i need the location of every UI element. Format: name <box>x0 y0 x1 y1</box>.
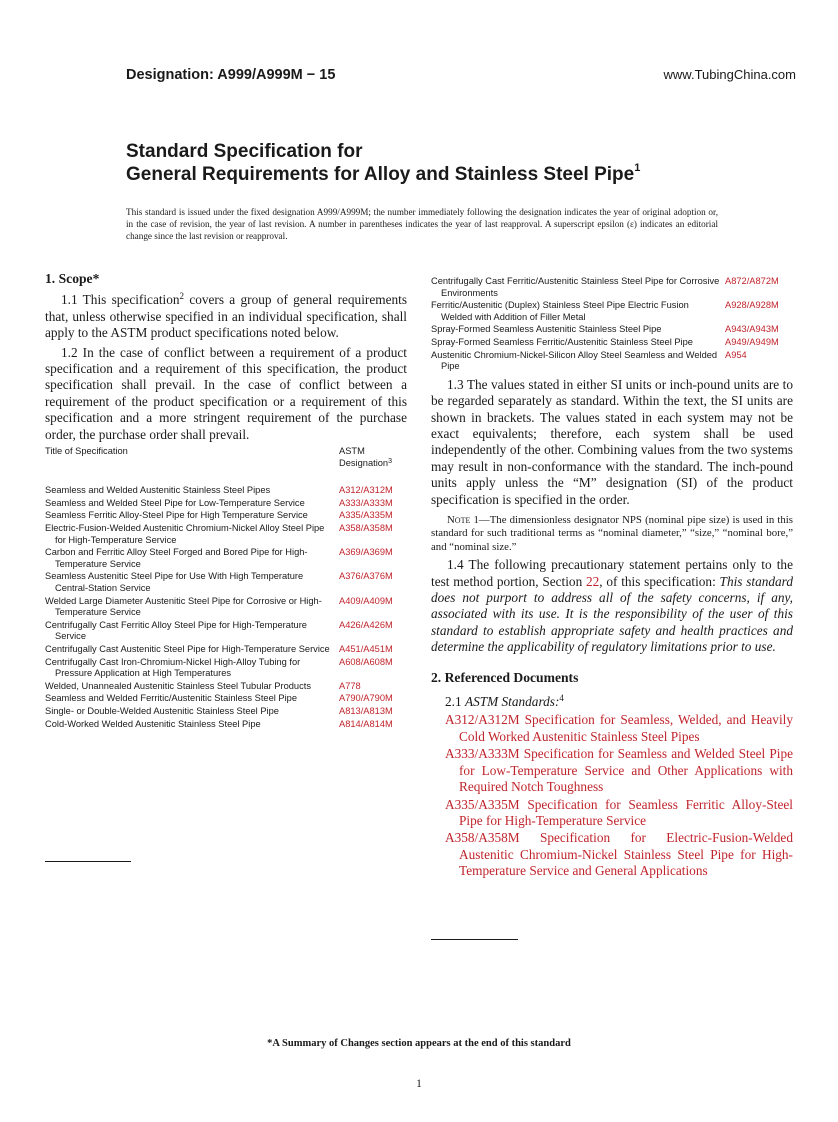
spec-title: Centrifugally Cast Ferritic Alloy Steel Pipe for High-Temperature Service <box>45 619 307 642</box>
spec-title: Centrifugally Cast Ferritic/Austenitic Stainless Steel Pipe for Corrosive Environments <box>431 276 720 298</box>
astm-standards-subheading: 2.1 ASTM Standards:$^4$ <box>445 693 564 710</box>
spec-table-row <box>45 681 407 693</box>
note-label: Note 1 <box>447 514 479 526</box>
spec-title: Welded, Unannealed Austenitic Stainless Steel Tubular Products <box>45 680 311 691</box>
reference-item[interactable] <box>431 797 793 830</box>
spec-designation-link[interactable]: A949/A949M <box>725 336 779 347</box>
scope-para-1-2: 1.2 In the case of conflict between a requirement of a product specification and a requirement of this specification, the product specification shall prevail. In the case of conflict between a requirement of the product specification or a requirement of this specification and a more stringent requirement of the purchase order, the purchase order shall prevail. <box>45 344 407 442</box>
reference-code-link[interactable]: A312/A312M <box>445 712 520 728</box>
spec-table-row <box>431 350 793 373</box>
section-22-link[interactable]: 22 <box>585 573 600 589</box>
spec-table-row <box>431 324 793 336</box>
spec-title: Electric-Fusion-Welded Austenitic Chromium-Nickel Alloy Steel Pipe for High-Temperature Service <box>45 523 325 545</box>
footnote-ref-3[interactable]: 3 <box>388 457 393 465</box>
reference-title-link[interactable]: Specification for Seamless, Welded, and Heavily Cold Worked Austenitic Stainless Steel Pipes <box>459 712 793 744</box>
spec-designation-link[interactable]: A376/A376M <box>339 571 393 582</box>
spec-title: Spray-Formed Seamless Austenitic Stainless Steel Pipe <box>431 324 662 335</box>
title-line-2: General Requirements for Alloy and Stainless Steel Pipe$^1$ <box>126 162 641 185</box>
right-column <box>431 276 793 881</box>
table-col-title: Title of Specification <box>45 446 128 457</box>
site-url[interactable]: www.TubingChina.com <box>663 67 796 82</box>
spec-designation-link[interactable]: A451/A451M <box>339 643 393 654</box>
spec-title: Austenitic Chromium-Nickel-Silicon Alloy Steel Seamless and Welded Pipe <box>431 349 718 372</box>
spec-table-row <box>45 571 407 594</box>
spec-title: Ferritic/Austenitic (Duplex) Stainless Steel Pipe Electric Fusion Welded with Addition of Filler Metal <box>431 300 689 322</box>
spec-table-row <box>45 547 407 570</box>
footnote-rule-left <box>45 861 131 862</box>
reference-title-link[interactable]: Specification for Electric-Fusion-Welded Austenitic Chromium-Nickel Stainless Steel Pipe for High-Temperature Service and General Applications <box>459 830 793 879</box>
reference-code-link[interactable]: A358/A358M <box>445 830 520 846</box>
spec-title: Seamless and Welded Ferritic/Austenitic Stainless Steel Pipe <box>45 693 297 704</box>
spec-designation-link[interactable]: A409/A409M <box>339 595 393 606</box>
spec-title: Centrifugally Cast Austenitic Steel Pipe for High-Temperature Service <box>45 643 330 654</box>
title-line-1: Standard Specification for <box>126 141 363 162</box>
spec-designation-link[interactable]: A426/A426M <box>339 619 393 630</box>
reference-code-link[interactable]: A333/A333M <box>445 746 520 762</box>
spec-table-row <box>45 620 407 643</box>
scope-heading: 1. Scope* <box>45 271 100 286</box>
spec-table-row <box>45 485 407 497</box>
footnote-rule-right <box>431 939 518 940</box>
table-col-designation: ASTM Designation$^3$ <box>339 446 393 468</box>
scope-para-1-1: 1.1 This specification$^2$ covers a group of general requirements that, unless otherwise specified in an individual specification, shall apply to the ASTM product specifications noted below. <box>45 291 407 341</box>
spec-table-row <box>45 523 407 546</box>
reference-code-link[interactable]: A335/A335M <box>445 796 520 812</box>
spec-table-row <box>45 498 407 510</box>
note-1: Note 1—The dimensionless designator NPS (nominal pipe size) is used in this standard for such traditional terms as “nominal diameter,” “size,” “nominal bore,” and “nominal size.” <box>431 514 793 553</box>
spec-title: Spray-Formed Seamless Ferritic/Austenitic Stainless Steel Pipe <box>431 336 693 347</box>
spec-designation-link[interactable]: A943/A943M <box>725 324 779 335</box>
spec-table-row <box>45 706 407 718</box>
page-title <box>126 140 640 186</box>
designation: Designation: A999/A999M − 15 <box>126 67 336 83</box>
spec-designation-link[interactable]: A335/A335M <box>339 510 393 521</box>
spec-designation-link[interactable]: A358/A358M <box>339 523 393 534</box>
spec-table-rows-continued <box>431 276 793 373</box>
spec-designation-link[interactable]: A608/A608M <box>339 656 393 667</box>
left-column <box>45 271 407 731</box>
reference-item[interactable] <box>431 746 793 795</box>
spec-designation-link[interactable]: A872/A872M <box>725 276 779 286</box>
spec-title: Seamless Ferritic Alloy-Steel Pipe for High Temperature Service <box>45 510 308 521</box>
reference-item[interactable] <box>431 712 793 745</box>
spec-designation-link[interactable]: A369/A369M <box>339 547 393 558</box>
standard-notice: This standard is issued under the fixed designation A999/A999M; the number immediately following the designation indicates the year of original adoption or, in the case of revision, the year of last revision. A number in parentheses indicates the year of last reapproval. A superscript epsilon (ε) indicates an editorial change since the last revision or reapproval. <box>126 207 718 241</box>
spec-title: Seamless Austenitic Steel Pipe for Use With High Temperature Central-Station Service <box>45 571 304 593</box>
spec-table <box>45 446 407 730</box>
summary-footnote: *A Summary of Changes section appears at the end of this standard <box>267 1038 571 1049</box>
spec-table-row <box>45 510 407 522</box>
referenced-documents-heading: 2. Referenced Documents <box>431 669 579 685</box>
scope-para-1-4: 1.4 The following precautionary statement pertains only to the test method portion, Section 22, of this specification: This standard does not purport to address all of the safety concerns, if any, associated with its use. It is the responsibility of the user of this standard to establish appropriate safety and health practices and determine the applicability of regulatory limitations prior to use. <box>431 557 794 655</box>
spec-title: Welded Large Diameter Austenitic Steel Pipe for Corrosive or High-Temperature Service <box>45 595 322 618</box>
spec-table-rows <box>45 485 407 730</box>
spec-designation-link[interactable]: A928/A928M <box>725 300 779 311</box>
spec-title: Seamless and Welded Austenitic Stainless Steel Pipes <box>45 485 271 496</box>
title-footnote-ref[interactable]: 1 <box>634 162 641 174</box>
spec-designation-link[interactable]: A954 <box>725 349 747 360</box>
page-number: 1 <box>416 1078 422 1090</box>
spec-designation-link[interactable]: A813/A813M <box>339 705 393 716</box>
spec-table-continued <box>431 276 793 373</box>
spec-designation-link[interactable]: A790/A790M <box>339 693 393 704</box>
spec-table-row <box>431 337 793 349</box>
footnote-ref-4[interactable]: 4 <box>559 693 564 704</box>
reference-title-link[interactable]: Specification for Seamless Ferritic Alloy-Steel Pipe for High-Temperature Service <box>459 796 793 828</box>
spec-title: Cold-Worked Welded Austenitic Stainless Steel Pipe <box>45 718 261 729</box>
footnote-ref-2[interactable]: 2 <box>179 291 185 302</box>
spec-title: Carbon and Ferritic Alloy Steel Forged and Bored Pipe for High-Temperature Service <box>45 547 308 569</box>
reference-title-link[interactable]: Specification for Seamless and Welded Steel Pipe for Low-Temperature Service and Other Applications with Required Notch Toughness <box>459 746 793 795</box>
spec-designation-link[interactable]: A312/A312M <box>339 485 393 496</box>
spec-title: Single- or Double-Welded Austenitic Stainless Steel Pipe <box>45 705 279 716</box>
spec-table-header <box>45 446 407 469</box>
spec-table-row <box>45 657 407 680</box>
spec-table-row <box>45 596 407 619</box>
spec-table-row <box>45 719 407 731</box>
spec-title: Centrifugally Cast Iron-Chromium-Nickel High-Alloy Tubing for Pressure Application at High Temperatures <box>45 656 301 679</box>
spec-designation-link[interactable]: A333/A333M <box>339 497 393 508</box>
scope-para-1-3: 1.3 The values stated in either SI units or inch-pound units are to be regarded separately as standard. Within the text, the SI units are shown in brackets. The values stated in each system may not be exact equivalents; therefore, each system shall be used independently of the other. Combining values from the two systems may result in non-conformance with the standard. The inch-pound units apply unless the “M” designation (SI) of the product specification is specified in the order. <box>431 376 793 507</box>
spec-designation-link[interactable]: A814/A814M <box>339 718 393 729</box>
spec-table-row <box>431 300 793 323</box>
spec-title: Seamless and Welded Steel Pipe for Low-Temperature Service <box>45 497 305 508</box>
spec-table-row <box>45 693 407 705</box>
spec-designation-link[interactable]: A778 <box>339 680 361 691</box>
reference-item[interactable] <box>431 830 793 879</box>
reference-list <box>431 712 793 879</box>
spec-table-row <box>431 276 793 299</box>
spec-table-row <box>45 644 407 656</box>
